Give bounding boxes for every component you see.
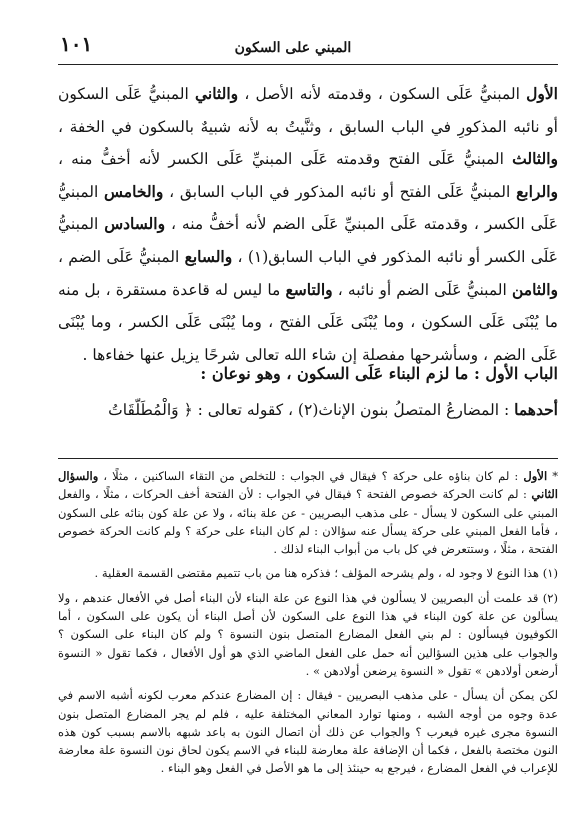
header-rule: [58, 64, 558, 65]
bold-term: والسابع: [184, 246, 233, 266]
text-run: المبنيُّ عَلَى الكسر أو نائبه المذكور في الباب السابق(١) ،: [58, 215, 559, 266]
footnote-separator: [58, 458, 558, 459]
text-run: المبنيُّ عَلَى السكون ، وقدمته لأنه الأصل ،: [238, 85, 527, 103]
bold-term: الأول: [523, 469, 548, 483]
bold-term: والثامن: [511, 279, 558, 299]
text-run: المبنيُّ عَلَى السكون أو نائبه المذكورِ في الباب السابق ، وثنَّيتُ به لأنه شبيهٌ بالسكون في الخفة ،: [58, 85, 558, 136]
footnote-paragraph: [58, 589, 558, 680]
bold-term: والثالث: [512, 149, 558, 169]
text-run: لكن يمكن أن يسأل - على مذهب البصريين - فيقال : إن المضارع عندكم معرب لكونه أشبه الاسم في عدة وجوه من أوجه الشبه ، ومنها توارد المعاني المختلفة عليه ، فلم لم يجر المضارع المتصل بنون النسوة مجرى غيره فيعرب ؟ والجواب عن ذلك أن اتصال النون به باعد شبهه بالاسم بسبب كون هذه النون مختصة بالفعل ، فكما أن الإضافة علة معارضة للبناء في الاسم يكون لحاق نون النسوة علة معارضة للإعراب في الفعل المضارع ، فيرجع به حينئذ إلى ما هو الأصل في الفعل وهو البناء .: [58, 688, 558, 776]
footnote-paragraph: [58, 564, 558, 582]
text-run: : لم كان بناؤه على حركة ؟ فيقال في الجواب : للتخلص من التقاء الساكنين ، مثلًا ،: [98, 469, 524, 483]
text-run: *: [547, 469, 558, 483]
bold-term: والتاسع: [285, 279, 333, 299]
text-run: المبنيُّ عَلَى الفتح أو نائبه المذكور في الباب السابق ،: [163, 182, 517, 201]
bold-term: والسادس: [104, 214, 166, 234]
text-run: : لم كانت الحركة خصوص الفتحة ؟ فيقال في الجواب : لأن الفتحة أخف الحركات ، مثلًا ، والفعل المبني على السكون لا يسأل - على مذهب البصريين - عن علة بنائه ، ولا عن علة كون بنائه على السكون ، فأما الفعل المبني على حركة يسأل عنه سؤالان : لم كان البناء على حركة ؟ ولم كانت الحركة خصوص الفتحة ، مثلًا ، وستتعرض في كل باب من أبواب البناء لذلك .: [58, 487, 558, 557]
text-run: (٢) قد علمت أن البصريين لا يسألون في هذا النوع عن علة البناء لأن البناء أصل في الأفعال عندهم ، ولا يسألون عن علة كون البناء في هذا النوع على السكون لأن أصل البناء أن يكون على السكون ، أما الكوفيون فيسألون : لم بني الفعل المضارع المتصل بنون النسوة ؟ ولم كان البناء على السكون ؟ والجواب على هذين السؤالين أنه حمل على الفعل الماضي الذي هو أول الأفعال ، فكما تقول « النسوة أرضعن أولادهن » تقول « النسوة يرضعن أولادهن » .: [58, 590, 558, 678]
bold-term: أحدهما: [514, 400, 558, 419]
main-paragraph: [58, 78, 558, 371]
text-run: المبنيُّ عَلَى الضم ،: [58, 247, 185, 266]
first-section-line: [58, 398, 558, 422]
bold-term: الأول: [526, 84, 558, 103]
text-run: المبنيُّ عَلَى الكسر ، وقدمته عَلَى المبنيِّ عَلَى الضم لأنه أخفُّ منه ،: [58, 182, 558, 234]
page-number: ١٠١: [60, 32, 93, 56]
text-run: : المضارعُ المتصلُ بنون الإناث(٢) ، كقوله تعالى : ﴿ وَالْمُطَلَّقَاتُ: [108, 401, 515, 419]
chapter-heading: الباب الأول : ما لزم البناء عَلَى السكون ، وهو نوعان :: [200, 364, 558, 383]
bold-term: والسؤال الثاني: [58, 469, 558, 502]
running-head: المبني على السكون: [234, 40, 352, 56]
footnote-paragraph: [58, 686, 558, 777]
bold-term: والثاني: [194, 84, 239, 103]
bold-term: والخامس: [104, 181, 164, 201]
bold-term: والرابع: [516, 181, 558, 201]
text-run: المبنيُّ عَلَى الضم أو نائبه ،: [332, 280, 512, 299]
text-run: ما ليس له قاعدة مستقرة ، بل منه ما يُبْنَى عَلَى السكون ، وما يُبْنَى عَلَى الفتح ، وما يُبْنَى عَلَى الكسر ، وما يُبْنَى عَلَى الضم ، وسأشرحها مفصلة إن شاء الله تعالى شرحًا يزيل عنها خفاءها .: [58, 280, 558, 364]
text-run: المبنيُّ عَلَى الفتح وقدمته عَلَى المبنيِّ عَلَى الكسر لأنه أخفُّ منه ،: [58, 150, 513, 169]
footnote-paragraph: [58, 467, 558, 558]
main-text: [58, 78, 558, 371]
text-run: (١) هذا النوع لا وجود له ، ولم يشرحه المؤلف ؛ فذكره هنا من باب تتميم مقتضى القسمة العقلية .: [94, 566, 558, 581]
footnotes: [58, 467, 558, 784]
